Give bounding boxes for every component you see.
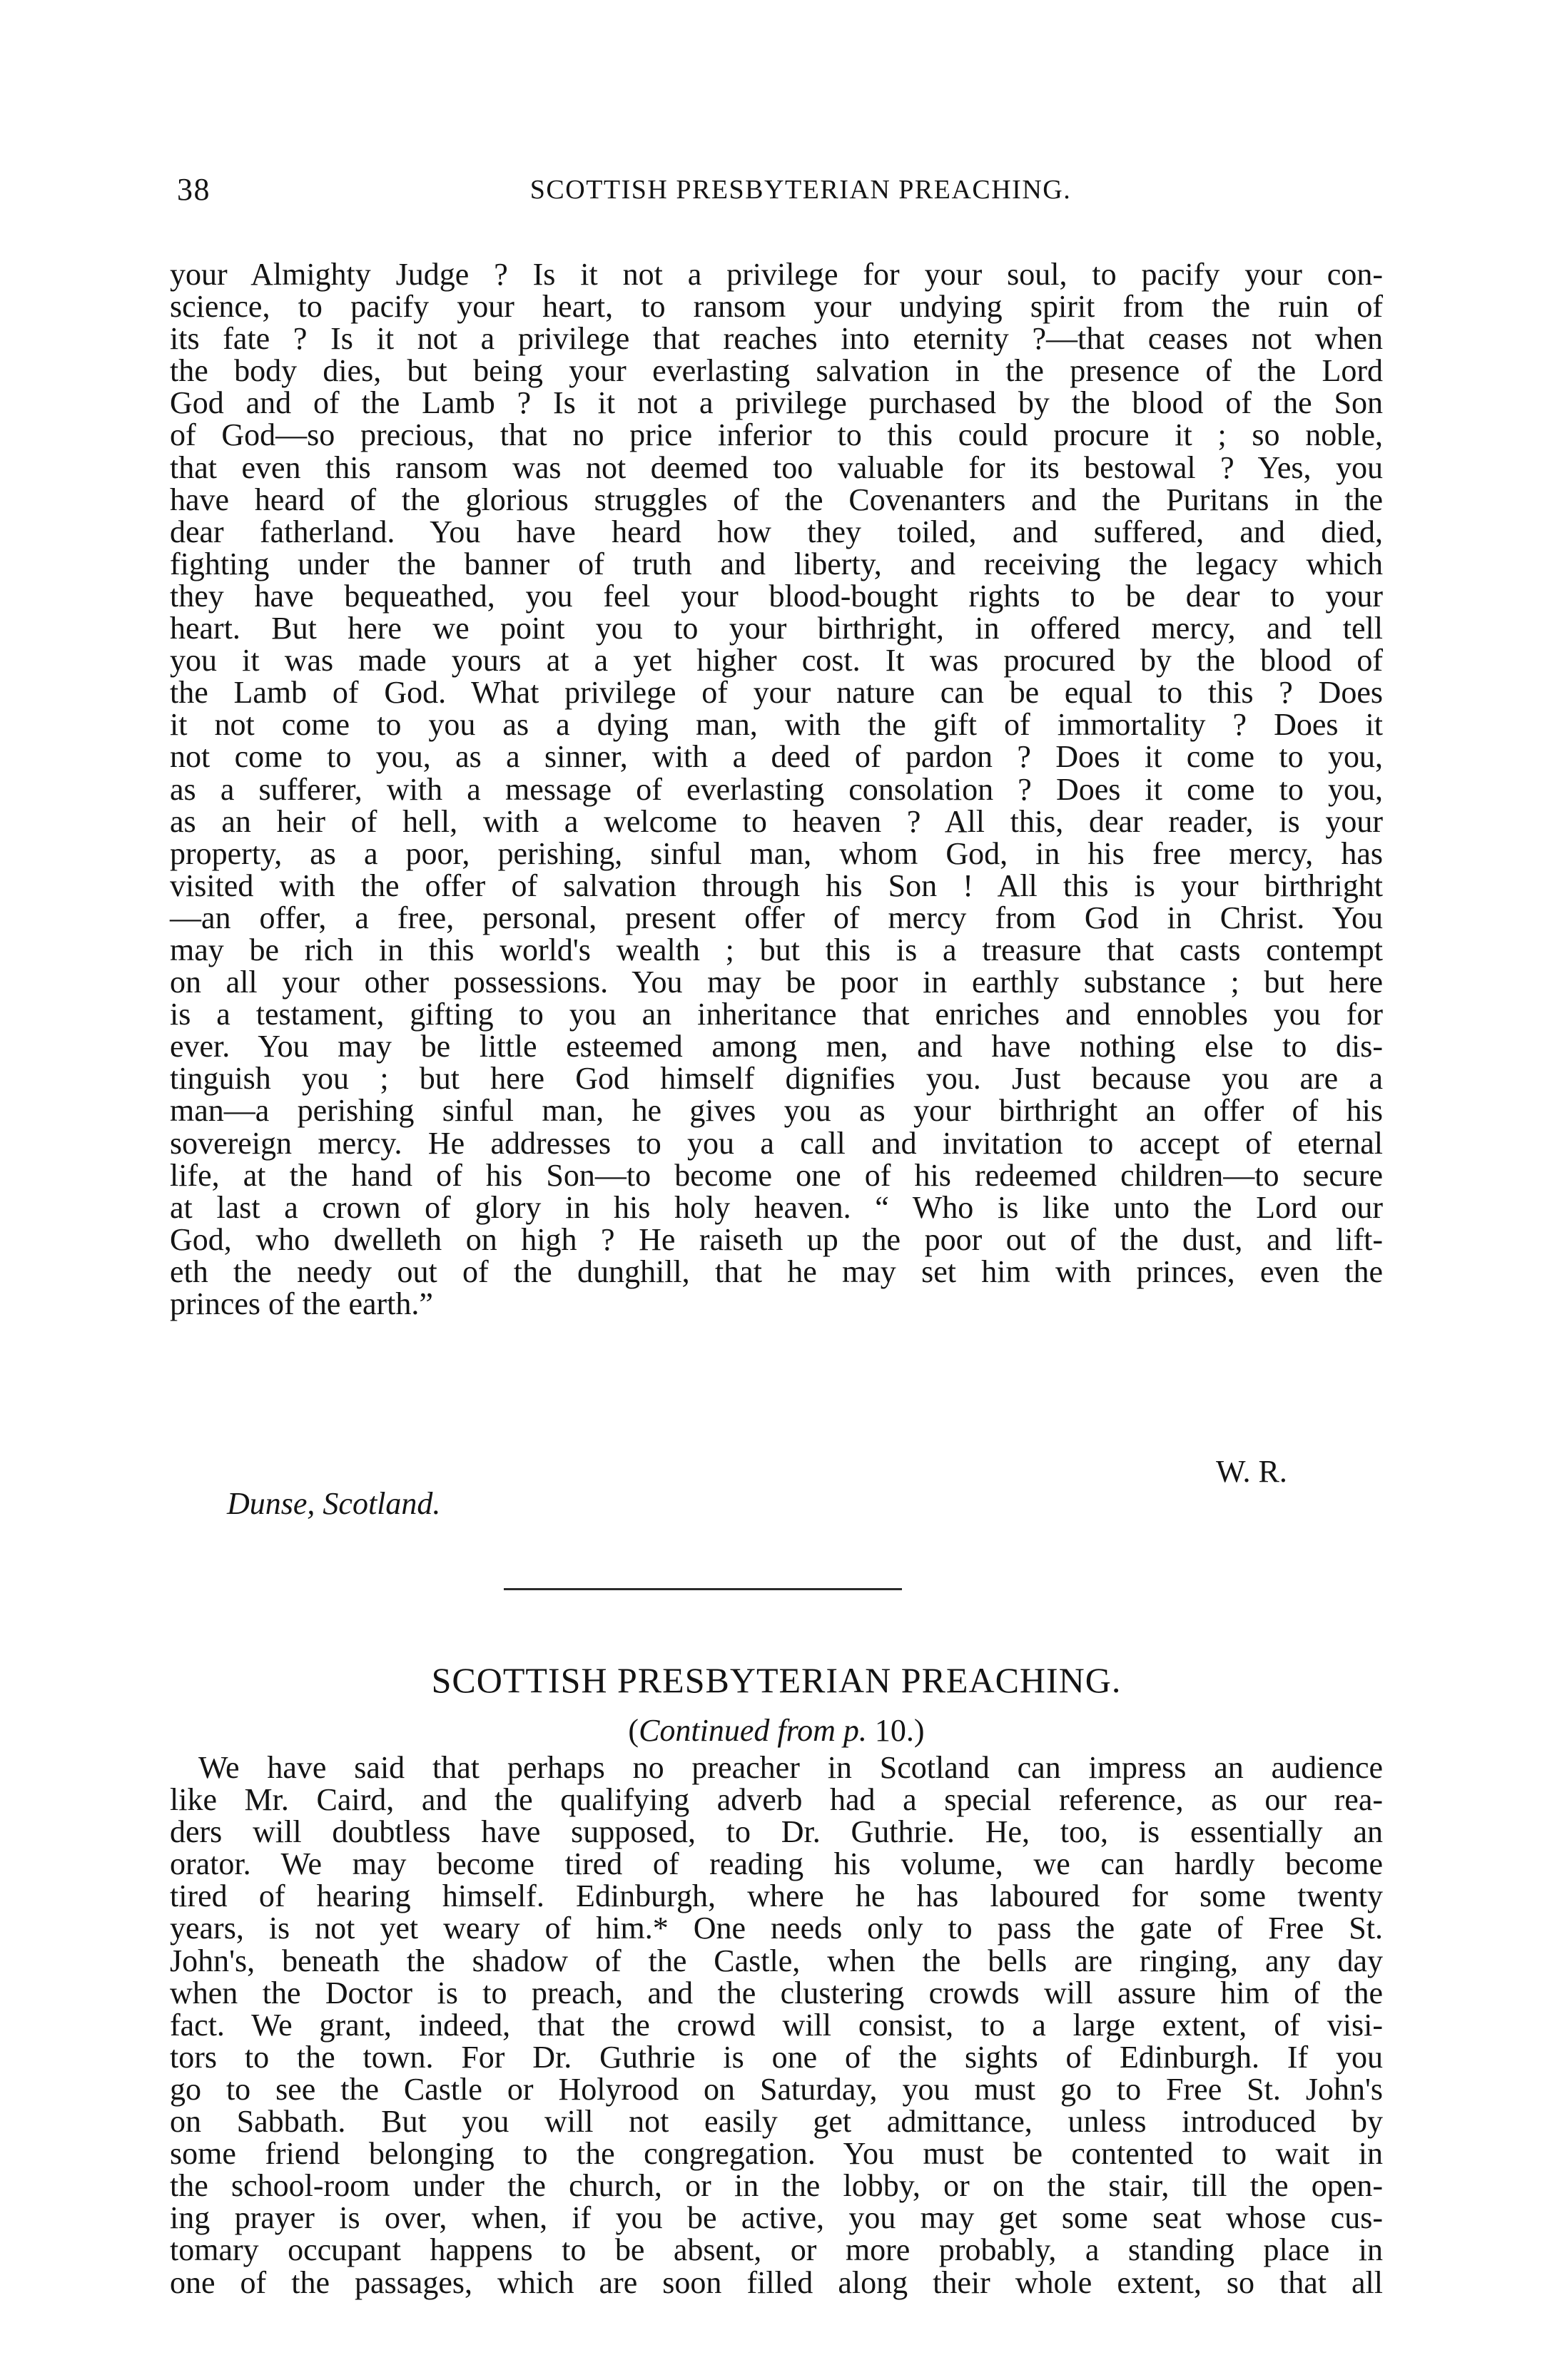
article-line: tomary occupant happens to be absent, or more probably, a standing place in [170, 2232, 1383, 2268]
letter-line: as a sufferer, with a message of everlasting consolation ? Does it come to you, [170, 771, 1383, 807]
letter-line: have heard of the glorious struggles of the Covenanters and the Puritans in the [170, 482, 1383, 517]
continued-text: Continued from p. [639, 1713, 867, 1748]
article-line: ders will doubtless have supposed, to Dr. Guthrie. He, too, is essentially an [170, 1814, 1383, 1850]
letter-line: life, at the hand of his Son—to become one of his redeemed children—to secure [170, 1157, 1383, 1193]
letter-line: you it was made yours at a yet higher cost. It was procured by the blood of [170, 643, 1383, 678]
letter-line: science, to pacify your heart, to ransom your undying spirit from the ruin of [170, 289, 1383, 325]
author-place: Dunse, Scotland. [227, 1486, 441, 1521]
letter-line: may be rich in this world's wealth ; but this is a treasure that casts contempt [170, 932, 1383, 967]
letter-line: it not come to you as a dying man, with the gift of immortality ? Does it [170, 707, 1383, 743]
letter-line: sovereign mercy. He addresses to you a call and invitation to accept of eternal [170, 1125, 1383, 1161]
letter-line: as an heir of hell, with a welcome to heaven ? All this, dear reader, is your [170, 803, 1383, 839]
article-line: fact. We grant, indeed, that the crowd will consist, to a large extent, of visi- [170, 2007, 1383, 2043]
article-line: We have said that perhaps no preacher in Scotland can impress an audience [198, 1750, 1383, 1785]
letter-line: tinguish you ; but here God himself dignifies you. Just because you are a [170, 1061, 1383, 1097]
letter-line: fighting under the banner of truth and liberty, and receiving the legacy which [170, 546, 1383, 581]
page-number: 38 [177, 172, 211, 207]
article-line: orator. We may become tired of reading his volume, we can hardly become [170, 1846, 1383, 1882]
letter-line: on all your other possessions. You may be poor in earthly substance ; but here [170, 965, 1383, 1000]
letter-line: the body dies, but being your everlasting salvation in the presence of the Lord [170, 353, 1383, 389]
letter-line: your Almighty Judge ? Is it not a privilege for your soul, to pacify your con- [170, 257, 1383, 292]
running-title: SCOTTISH PRESBYTERIAN PREACHING. [529, 175, 1072, 205]
letter-line: eth the needy out of the dunghill, that he may set him with princes, even the [170, 1253, 1383, 1289]
article-line: like Mr. Caird, and the qualifying adverb had a special reference, as our rea- [170, 1782, 1383, 1818]
author-initials: W. R. [1216, 1454, 1287, 1489]
letter-line: of God—so precious, that no price inferior to this could procure it ; so noble, [170, 417, 1383, 453]
article-text [170, 1751, 1383, 2299]
continued-open-paren: ( [628, 1713, 639, 1748]
article-line: ing prayer is over, when, if you be active, you may get some seat whose cus- [170, 2200, 1383, 2236]
letter-line: dear fatherland. You have heard how they toiled, and suffered, and died, [170, 514, 1383, 549]
letter-line: man—a perishing sinful man, he gives you as your birthright an offer of his [170, 1093, 1383, 1129]
letter-line: visited with the offer of salvation through his Son ! All this is your birthright [170, 868, 1383, 903]
article-line: some friend belonging to the congregation. You must be contented to wait in [170, 2136, 1383, 2172]
article-line: tired of hearing himself. Edinburgh, where he has laboured for some twenty [170, 1878, 1383, 1914]
article-line: on Sabbath. But you will not easily get admittance, unless introduced by [170, 2104, 1383, 2140]
article-line: go to see the Castle or Holyrood on Saturday, you must go to Free St. John's [170, 2071, 1383, 2107]
letter-line: that even this ransom was not deemed too valuable for its bestowal ? Yes, you [170, 449, 1383, 485]
letter-line: property, as a poor, perishing, sinful man, whom God, in his free mercy, has [170, 835, 1383, 871]
letter-line: —an offer, a free, personal, present offer of mercy from God in Christ. You [170, 900, 1383, 935]
article-line: the school-room under the church, or in the lobby, or on the stair, till the open- [170, 2168, 1383, 2204]
continued-page: 10.) [866, 1713, 925, 1748]
letter-line: at last a crown of glory in his holy heaven. “ Who is like unto the Lord our [170, 1189, 1383, 1225]
article-line: one of the passages, which are soon filled along their whole extent, so that all [170, 2264, 1383, 2300]
article-line: when the Doctor is to preach, and the clustering crowds will assure him of the [170, 1975, 1383, 2010]
letter-line: heart. But here we point you to your birthright, in offered mercy, and tell [170, 611, 1383, 646]
article-line: years, is not yet weary of him.* One needs only to pass the gate of Free St. [170, 1911, 1383, 1946]
letter-line: its fate ? Is it not a privilege that reaches into eternity ?—that ceases not when [170, 321, 1383, 357]
letter-line: they have bequeathed, you feel your blood-bought rights to be dear to your [170, 578, 1383, 614]
running-head [177, 166, 1381, 215]
continued-note [170, 1712, 1383, 1749]
letter-line: God, who dwelleth on high ? He raiseth up the poor out of the dust, and lift- [170, 1221, 1383, 1257]
letter-line: the Lamb of God. What privilege of your nature can be equal to this ? Does [170, 675, 1383, 711]
letter-line: ever. You may be little esteemed among men, and have nothing else to dis- [170, 1029, 1383, 1064]
letter-line: princes of the earth.” [170, 1286, 433, 1321]
article-line: tors to the town. For Dr. Guthrie is one of the sights of Edinburgh. If you [170, 2039, 1383, 2075]
article-line: John's, beneath the shadow of the Castle, when the bells are ringing, any day [170, 1943, 1383, 1978]
letter-line: is a testament, gifting to you an inheritance that enriches and ennobles you for [170, 997, 1383, 1032]
letter-text [170, 258, 1383, 1320]
letter-line: not come to you, as a sinner, with a deed of pardon ? Does it come to you, [170, 739, 1383, 775]
article-title: SCOTTISH PRESBYTERIAN PREACHING. [431, 1660, 1122, 1700]
section-divider [504, 1588, 902, 1590]
letter-line: God and of the Lamb ? Is it not a privilege purchased by the blood of the Son [170, 385, 1383, 421]
letter-signature [170, 1455, 1383, 1520]
